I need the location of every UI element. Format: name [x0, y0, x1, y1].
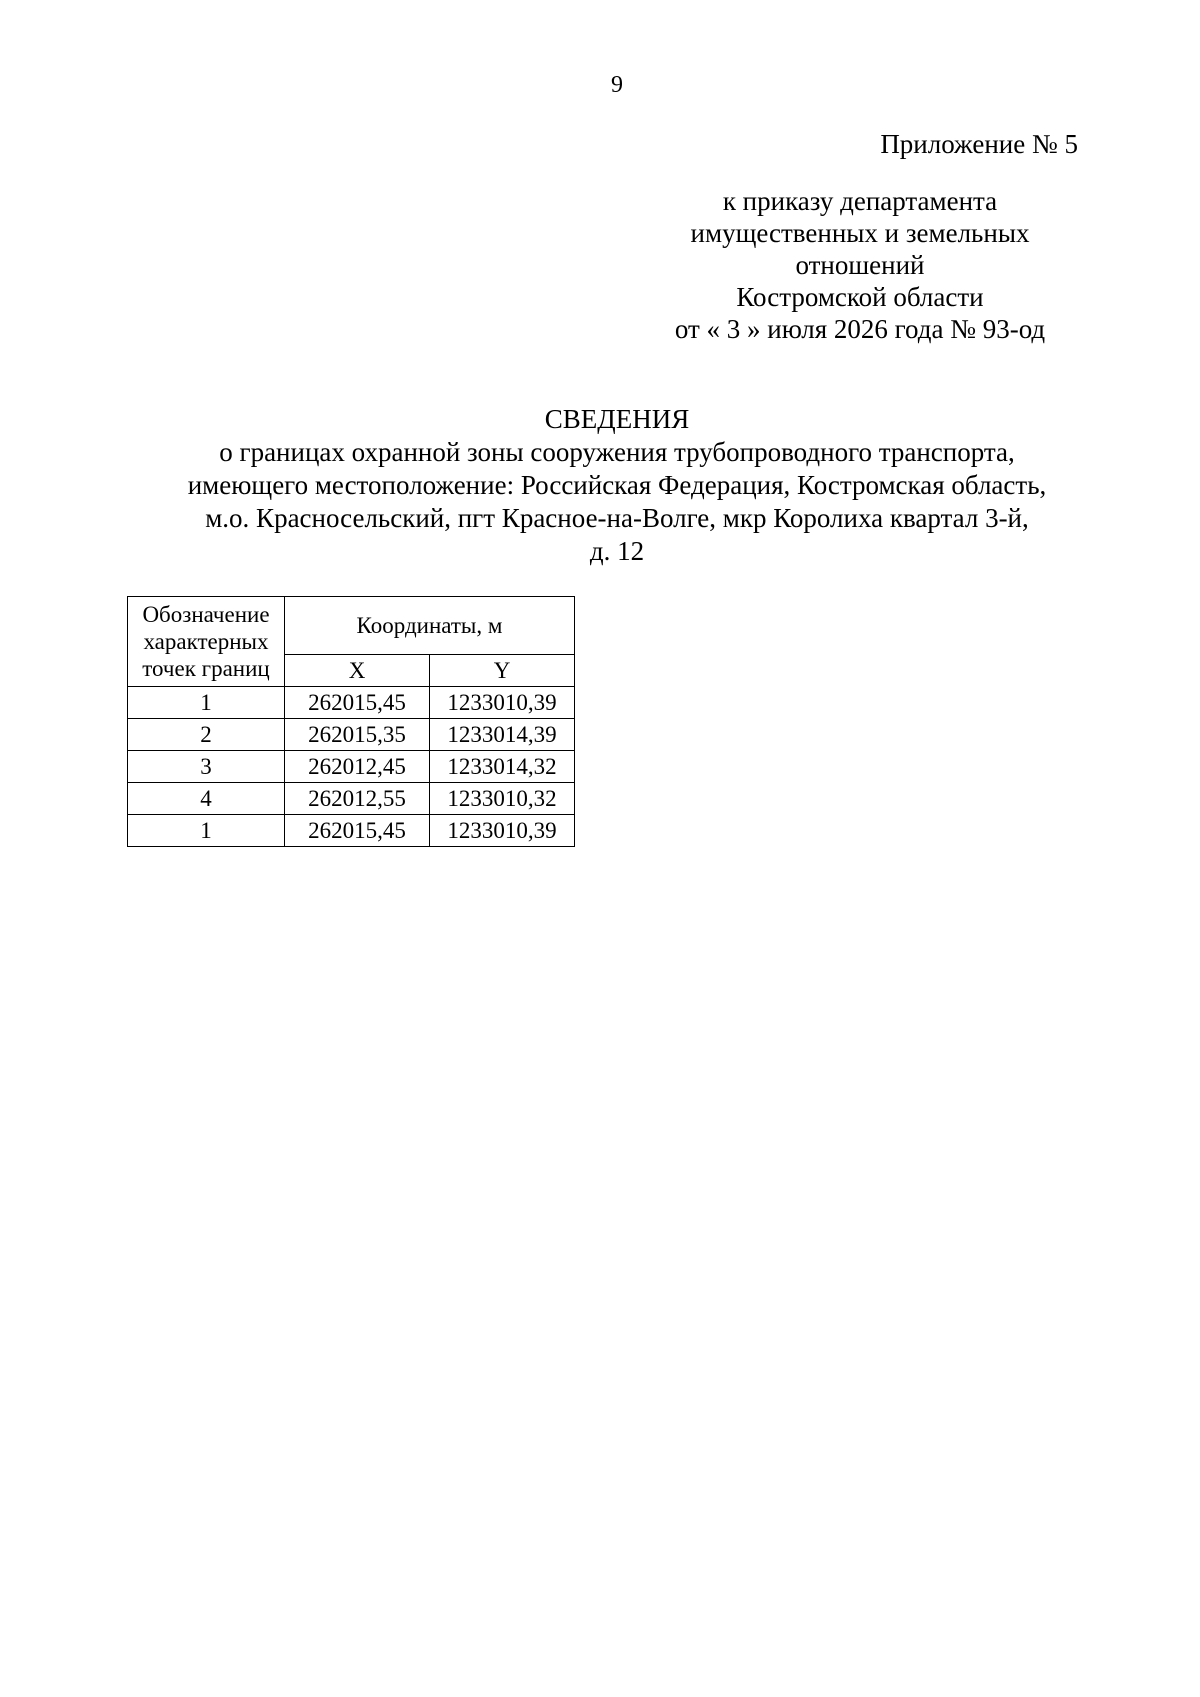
header-coordinates: Координаты, м: [285, 597, 575, 655]
point-cell: 4: [128, 783, 285, 815]
document-title: СВЕДЕНИЯ: [544, 404, 690, 434]
table-row: [128, 687, 575, 719]
heading-line: имеющего местоположение: Российская Федерация, Костромская область,: [187, 470, 1047, 500]
point-cell: 1: [128, 687, 285, 719]
y-cell: 1233010,39: [430, 687, 575, 719]
coordinates-table: [127, 596, 575, 847]
appendix-title: Приложение № 5: [880, 129, 1078, 159]
y-cell: 1233014,32: [430, 751, 575, 783]
order-date-number: от « 3 » июля 2026 года № 93-од: [674, 314, 1046, 344]
y-cell: 1233014,39: [430, 719, 575, 751]
order-line: имущественных и земельных: [690, 218, 1030, 248]
table-row: [128, 815, 575, 847]
document-heading: [100, 403, 1134, 568]
y-cell: 1233010,39: [430, 815, 575, 847]
point-cell: 3: [128, 751, 285, 783]
table-header-row: [128, 597, 575, 655]
y-cell: 1233010,32: [430, 783, 575, 815]
x-cell: 262015,35: [285, 719, 430, 751]
table-row: [128, 783, 575, 815]
heading-line: о границах охранной зоны сооружения трубопроводного транспорта,: [219, 437, 1015, 467]
table-row: [128, 751, 575, 783]
heading-line: м.о. Красносельский, пгт Красное-на-Волге, мкр Королиха квартал 3-й,: [205, 503, 1029, 533]
header-y: Y: [430, 655, 575, 687]
header-point-line: характерных: [143, 629, 269, 654]
order-line: Костромской области: [736, 282, 984, 312]
table-row: [128, 719, 575, 751]
page-number: 9: [611, 72, 623, 98]
header-point-line: точек границ: [142, 656, 270, 681]
heading-line: д. 12: [589, 536, 645, 566]
x-cell: 262012,45: [285, 751, 430, 783]
x-cell: 262015,45: [285, 815, 430, 847]
order-reference: [600, 185, 1120, 345]
x-cell: 262015,45: [285, 687, 430, 719]
order-line: к приказу департамента: [722, 186, 998, 216]
order-line: отношений: [795, 250, 925, 280]
header-point-line: Обозначение: [142, 602, 270, 627]
point-cell: 1: [128, 815, 285, 847]
header-x: X: [285, 655, 430, 687]
x-cell: 262012,55: [285, 783, 430, 815]
point-cell: 2: [128, 719, 285, 751]
header-point-designation: [128, 597, 285, 687]
